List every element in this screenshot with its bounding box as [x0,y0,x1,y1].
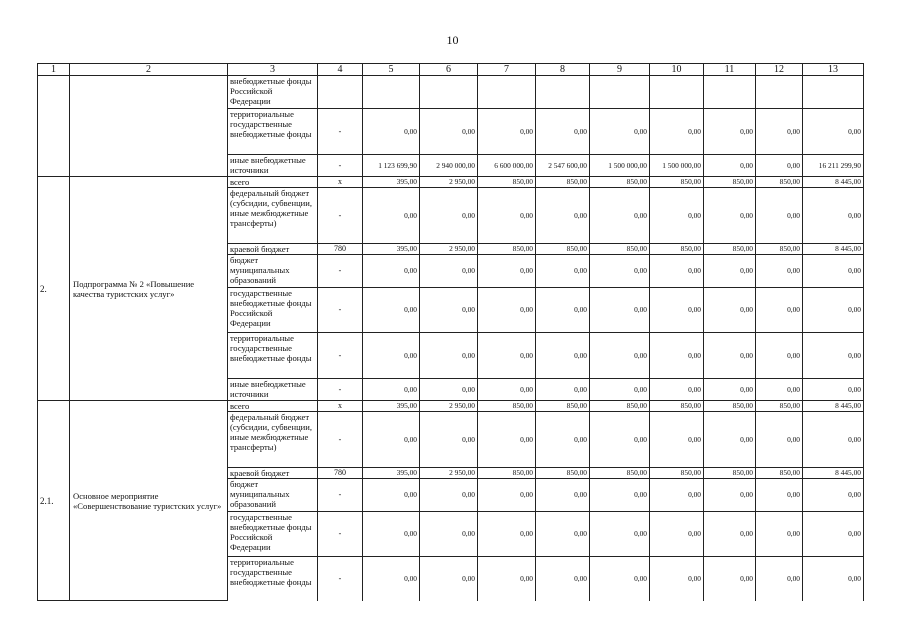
amount-cell: 0,00 [704,288,756,333]
amount-cell [756,76,803,109]
amount-cell: 0,00 [478,512,536,557]
amount-cell: 0,00 [536,255,590,288]
amount-cell: 16 211 299,90 [803,155,864,177]
amount-cell: 1 500 000,00 [650,155,704,177]
budget-code: - [318,109,363,155]
amount-cell: 0,00 [756,188,803,244]
amount-cell: 0,00 [756,155,803,177]
amount-cell: 0,00 [536,333,590,379]
amount-cell: 0,00 [756,333,803,379]
amount-cell: 850,00 [590,244,650,255]
funding-source: иные внебюджетные источники [228,155,318,177]
amount-cell: 0,00 [704,412,756,468]
amount-cell: 0,00 [363,557,420,601]
amount-cell: 0,00 [363,255,420,288]
column-header: 11 [704,64,756,76]
amount-cell: 8 445,00 [803,244,864,255]
amount-cell: 0,00 [590,479,650,512]
amount-cell: 0,00 [363,288,420,333]
funding-source: территориальные государственные внебюджетные фонды [228,109,318,155]
amount-cell: 0,00 [756,255,803,288]
row-name [70,76,228,177]
amount-cell: 0,00 [650,333,704,379]
amount-cell: 2 940 000,00 [420,155,478,177]
budget-code: х [318,177,363,188]
amount-cell: 0,00 [650,379,704,401]
amount-cell: 0,00 [756,412,803,468]
amount-cell: 0,00 [478,255,536,288]
amount-cell: 0,00 [704,155,756,177]
amount-cell: 850,00 [704,468,756,479]
budget-code: - [318,379,363,401]
amount-cell: 0,00 [420,255,478,288]
amount-cell: 0,00 [478,288,536,333]
amount-cell [590,76,650,109]
funding-source: территориальные государственные внебюджетные фонды [228,333,318,379]
amount-cell: 0,00 [650,512,704,557]
amount-cell: 8 445,00 [803,177,864,188]
amount-cell: 850,00 [756,468,803,479]
amount-cell: 850,00 [478,468,536,479]
funding-source: всего [228,401,318,412]
table-row [38,401,864,412]
funding-source: иные внебюджетные источники [228,379,318,401]
column-header: 2 [70,64,228,76]
amount-cell: 0,00 [363,512,420,557]
amount-cell: 0,00 [420,557,478,601]
amount-cell: 850,00 [536,177,590,188]
column-header: 6 [420,64,478,76]
amount-cell: 0,00 [803,288,864,333]
amount-cell: 850,00 [704,401,756,412]
amount-cell: 0,00 [704,109,756,155]
amount-cell: 850,00 [756,177,803,188]
amount-cell: 0,00 [536,557,590,601]
amount-cell: 0,00 [590,288,650,333]
funding-source: внебюджетные фонды Российской Федерации [228,76,318,109]
amount-cell [536,76,590,109]
amount-cell: 0,00 [478,333,536,379]
amount-cell [363,76,420,109]
amount-cell [420,76,478,109]
table-row [38,76,864,109]
funding-source: территориальные государственные внебюджетные фонды [228,557,318,601]
table-row [38,177,864,188]
column-header: 3 [228,64,318,76]
amount-cell: 0,00 [803,479,864,512]
amount-cell: 850,00 [650,401,704,412]
amount-cell: 0,00 [536,188,590,244]
amount-cell: 0,00 [590,333,650,379]
amount-cell: 0,00 [420,379,478,401]
amount-cell: 0,00 [590,512,650,557]
amount-cell: 0,00 [704,333,756,379]
amount-cell: 0,00 [363,412,420,468]
column-header: 10 [650,64,704,76]
amount-cell: 0,00 [478,557,536,601]
amount-cell: 0,00 [650,109,704,155]
budget-code: - [318,479,363,512]
amount-cell: 2 950,00 [420,468,478,479]
amount-cell: 395,00 [363,401,420,412]
amount-cell: 8 445,00 [803,401,864,412]
amount-cell: 0,00 [803,188,864,244]
amount-cell: 850,00 [536,468,590,479]
amount-cell: 0,00 [803,109,864,155]
amount-cell: 0,00 [536,512,590,557]
amount-cell: 0,00 [420,479,478,512]
amount-cell: 0,00 [704,557,756,601]
amount-cell: 0,00 [536,412,590,468]
column-header: 5 [363,64,420,76]
amount-cell: 850,00 [650,177,704,188]
amount-cell: 0,00 [590,379,650,401]
amount-cell: 0,00 [704,512,756,557]
amount-cell: 0,00 [590,188,650,244]
amount-cell: 0,00 [650,255,704,288]
funding-source: федеральный бюджет (субсидии, субвенции, иные межбюджетные трансферты) [228,412,318,468]
amount-cell: 0,00 [803,255,864,288]
amount-cell: 850,00 [590,468,650,479]
amount-cell: 850,00 [704,177,756,188]
amount-cell: 0,00 [803,379,864,401]
amount-cell: 2 950,00 [420,401,478,412]
amount-cell: 0,00 [704,379,756,401]
budget-code: - [318,412,363,468]
amount-cell: 0,00 [363,379,420,401]
budget-code: - [318,557,363,601]
amount-cell [704,76,756,109]
amount-cell: 0,00 [420,288,478,333]
row-name: Основное мероприятие «Совершенствование туристских услуг» [70,401,228,601]
amount-cell: 0,00 [803,557,864,601]
budget-table [37,63,864,601]
column-number-row [38,64,864,76]
budget-code [318,76,363,109]
row-index: 2. [38,177,70,401]
amount-cell: 850,00 [590,177,650,188]
amount-cell: 0,00 [478,412,536,468]
budget-code: - [318,333,363,379]
row-name: Подпрограмма № 2 «Повышение качества туристских услуг» [70,177,228,401]
amount-cell: 0,00 [536,379,590,401]
amount-cell: 850,00 [536,401,590,412]
budget-code: х [318,401,363,412]
amount-cell: 0,00 [756,288,803,333]
budget-code: - [318,288,363,333]
amount-cell: 0,00 [650,288,704,333]
amount-cell: 850,00 [704,244,756,255]
funding-source: государственные внебюджетные фонды Российской Федерации [228,288,318,333]
amount-cell: 0,00 [478,479,536,512]
column-header: 1 [38,64,70,76]
amount-cell: 850,00 [756,244,803,255]
amount-cell: 0,00 [590,109,650,155]
amount-cell: 0,00 [803,512,864,557]
budget-code: 780 [318,244,363,255]
amount-cell: 0,00 [420,333,478,379]
amount-cell: 0,00 [756,557,803,601]
amount-cell: 0,00 [536,109,590,155]
amount-cell: 0,00 [478,379,536,401]
amount-cell: 0,00 [704,255,756,288]
budget-code: - [318,155,363,177]
amount-cell: 0,00 [420,512,478,557]
amount-cell: 0,00 [756,379,803,401]
amount-cell: 2 950,00 [420,177,478,188]
amount-cell: 1 123 699,90 [363,155,420,177]
amount-cell: 0,00 [704,188,756,244]
amount-cell: 0,00 [363,479,420,512]
budget-code: - [318,512,363,557]
amount-cell: 0,00 [650,557,704,601]
amount-cell: 2 547 600,00 [536,155,590,177]
funding-source: бюджет муниципальных образований [228,255,318,288]
amount-cell: 0,00 [756,512,803,557]
amount-cell: 0,00 [590,255,650,288]
amount-cell: 850,00 [478,177,536,188]
amount-cell: 0,00 [363,109,420,155]
amount-cell: 0,00 [363,188,420,244]
amount-cell: 850,00 [590,401,650,412]
amount-cell: 2 950,00 [420,244,478,255]
amount-cell: 0,00 [803,412,864,468]
budget-code: - [318,188,363,244]
amount-cell: 0,00 [756,479,803,512]
amount-cell: 0,00 [536,479,590,512]
amount-cell: 0,00 [590,412,650,468]
column-header: 4 [318,64,363,76]
column-header: 8 [536,64,590,76]
column-header: 7 [478,64,536,76]
funding-source: всего [228,177,318,188]
funding-source: государственные внебюджетные фонды Российской Федерации [228,512,318,557]
amount-cell: 0,00 [420,188,478,244]
amount-cell: 0,00 [650,188,704,244]
column-header: 12 [756,64,803,76]
amount-cell: 850,00 [756,401,803,412]
amount-cell: 0,00 [704,479,756,512]
column-header: 13 [803,64,864,76]
amount-cell: 395,00 [363,177,420,188]
amount-cell: 0,00 [536,288,590,333]
row-index [38,76,70,177]
column-header: 9 [590,64,650,76]
row-index: 2.1. [38,401,70,601]
amount-cell: 850,00 [536,244,590,255]
amount-cell: 0,00 [363,333,420,379]
funding-source: краевой бюджет [228,244,318,255]
amount-cell [650,76,704,109]
page-number: 10 [446,33,459,47]
amount-cell: 850,00 [650,468,704,479]
amount-cell: 850,00 [478,401,536,412]
funding-source: краевой бюджет [228,468,318,479]
amount-cell: 395,00 [363,244,420,255]
amount-cell: 0,00 [420,109,478,155]
amount-cell: 0,00 [650,479,704,512]
amount-cell [803,76,864,109]
amount-cell: 0,00 [478,109,536,155]
amount-cell: 6 600 000,00 [478,155,536,177]
amount-cell: 850,00 [650,244,704,255]
amount-cell: 850,00 [478,244,536,255]
budget-code: 780 [318,468,363,479]
amount-cell [478,76,536,109]
budget-code: - [318,255,363,288]
amount-cell: 0,00 [420,412,478,468]
funding-source: бюджет муниципальных образований [228,479,318,512]
amount-cell: 0,00 [478,188,536,244]
amount-cell: 1 500 000,00 [590,155,650,177]
funding-source: федеральный бюджет (субсидии, субвенции, иные межбюджетные трансферты) [228,188,318,244]
amount-cell: 0,00 [650,412,704,468]
amount-cell: 0,00 [590,557,650,601]
amount-cell: 0,00 [756,109,803,155]
amount-cell: 8 445,00 [803,468,864,479]
amount-cell: 0,00 [803,333,864,379]
amount-cell: 395,00 [363,468,420,479]
